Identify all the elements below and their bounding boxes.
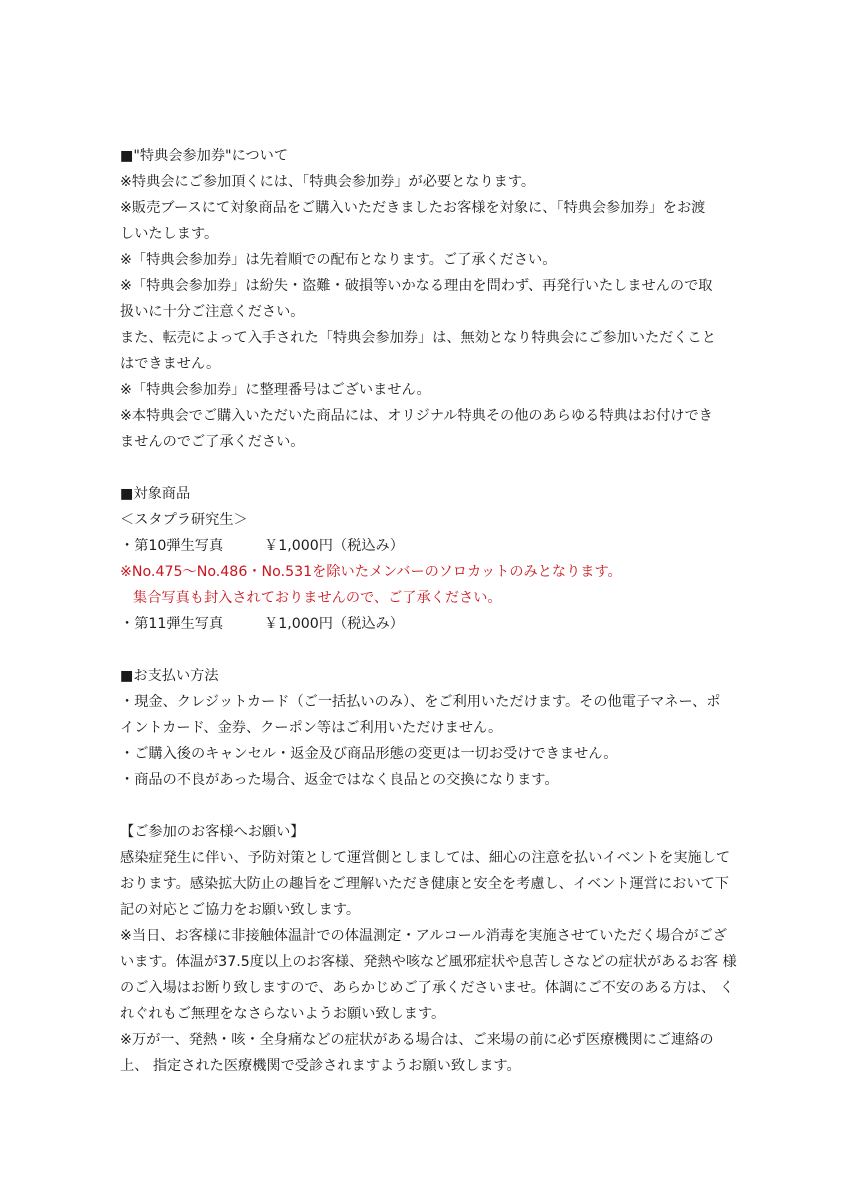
section-spacer	[120, 455, 760, 481]
ticket-line: ※販売ブースにて対象商品をご購入いただきましたお客様を対象に、「特典会参加券」をお渡	[120, 200, 706, 216]
request-line: れぐれもご無理をなさらないようお願い致します。	[120, 1006, 446, 1022]
products-section	[120, 481, 760, 637]
product-notice: ※No.475〜No.486・No.531を除いたメンバーのソロカットのみとなります。	[120, 564, 622, 580]
request-line: ※万が一、発熱・咳・全身痛などの症状がある場合は、ご来場の前に必ず医療機関にご連絡の	[120, 1032, 714, 1048]
ticket-section	[120, 143, 760, 455]
product-name: ・第10弾生写真	[120, 538, 224, 554]
payment-line: イントカード、金券、クーポン等はご利用いただけません。	[120, 720, 503, 736]
request-section-heading: 【ご参加のお客様へお願い】	[120, 824, 305, 840]
ticket-line: しいたします。	[120, 226, 219, 242]
request-line: 記の対応とご協力をお願い致します。	[120, 902, 361, 918]
ticket-line: ※「特典会参加券」は先着順での配布となります。ご了承ください。	[120, 252, 557, 268]
payment-section	[120, 663, 760, 793]
request-line: ※当日、お客様に非接触体温計での体温測定・アルコール消毒を実施させていただく場合がござ	[120, 928, 727, 944]
ticket-line: ※「特典会参加券」は紛失・盗難・破損等いかなる理由を問わず、再発行いたしませんので取	[120, 278, 713, 294]
product-item-10	[120, 533, 760, 559]
ticket-line: はできません。	[120, 356, 221, 372]
payment-section-heading: ■お支払い方法	[120, 668, 219, 684]
section-spacer	[120, 637, 760, 663]
product-notice: 集合写真も封入されておりませんので、ご了承ください。	[133, 590, 502, 606]
ticket-line: ませんのでご了承ください。	[120, 434, 305, 450]
ticket-line: ※「特典会参加券」に整理番号はございません。	[120, 382, 431, 398]
payment-line: ・ご購入後のキャンセル・返金及び商品形態の変更は一切お受けできません。	[120, 746, 618, 762]
request-line: います。体温が37.5度以上のお客様、発熱や咳など風邪症状や息苦しさなどの症状があるお客 様	[120, 954, 737, 970]
ticket-line: 扱いに十分ご注意ください。	[120, 304, 305, 320]
ticket-section-heading: ■"特典会参加券"について	[120, 148, 289, 164]
ticket-line: ※特典会にご参加頂くには、「特典会参加券」が必要となります。	[120, 174, 536, 190]
ticket-line: また、転売によって入手された「特典会参加券」は、無効となり特典会にご参加いただくこと	[120, 330, 716, 346]
product-price: ￥1,000円（税込み）	[264, 538, 404, 554]
product-name: ・第11弾生写真	[120, 616, 224, 632]
product-item-11	[120, 611, 760, 637]
request-line: 上、 指定された医療機関で受診されますようお願い致します。	[120, 1058, 521, 1074]
request-line: 感染症発生に伴い、予防対策として運営側としましては、細心の注意を払いイベントを実施して	[120, 850, 731, 866]
product-price: ￥1,000円（税込み）	[264, 616, 404, 632]
request-section	[120, 819, 760, 1079]
payment-line: ・現金、クレジットカード（ご一括払いのみ）、をご利用いただけます。その他電子マネー、ポ	[120, 694, 721, 710]
payment-line: ・商品の不良があった場合、返金ではなく良品との交換になります。	[120, 772, 559, 788]
request-line: おります。感染拡大防止の趣旨をご理解いただき健康と安全を考慮し、イベント運営において下	[120, 876, 729, 892]
products-section-heading: ■対象商品	[120, 486, 191, 502]
product-group-label: ＜スタプラ研究生＞	[120, 512, 248, 528]
document-body	[120, 143, 760, 1079]
request-line: のご入場はお断り致しますので、あらかじめご了承くださいませ。体調にご不安のある方は、 く	[120, 980, 734, 996]
ticket-line: ※本特典会でご購入いただいた商品には、オリジナル特典その他のあらゆる特典はお付けでき	[120, 408, 713, 424]
section-spacer	[120, 793, 760, 819]
